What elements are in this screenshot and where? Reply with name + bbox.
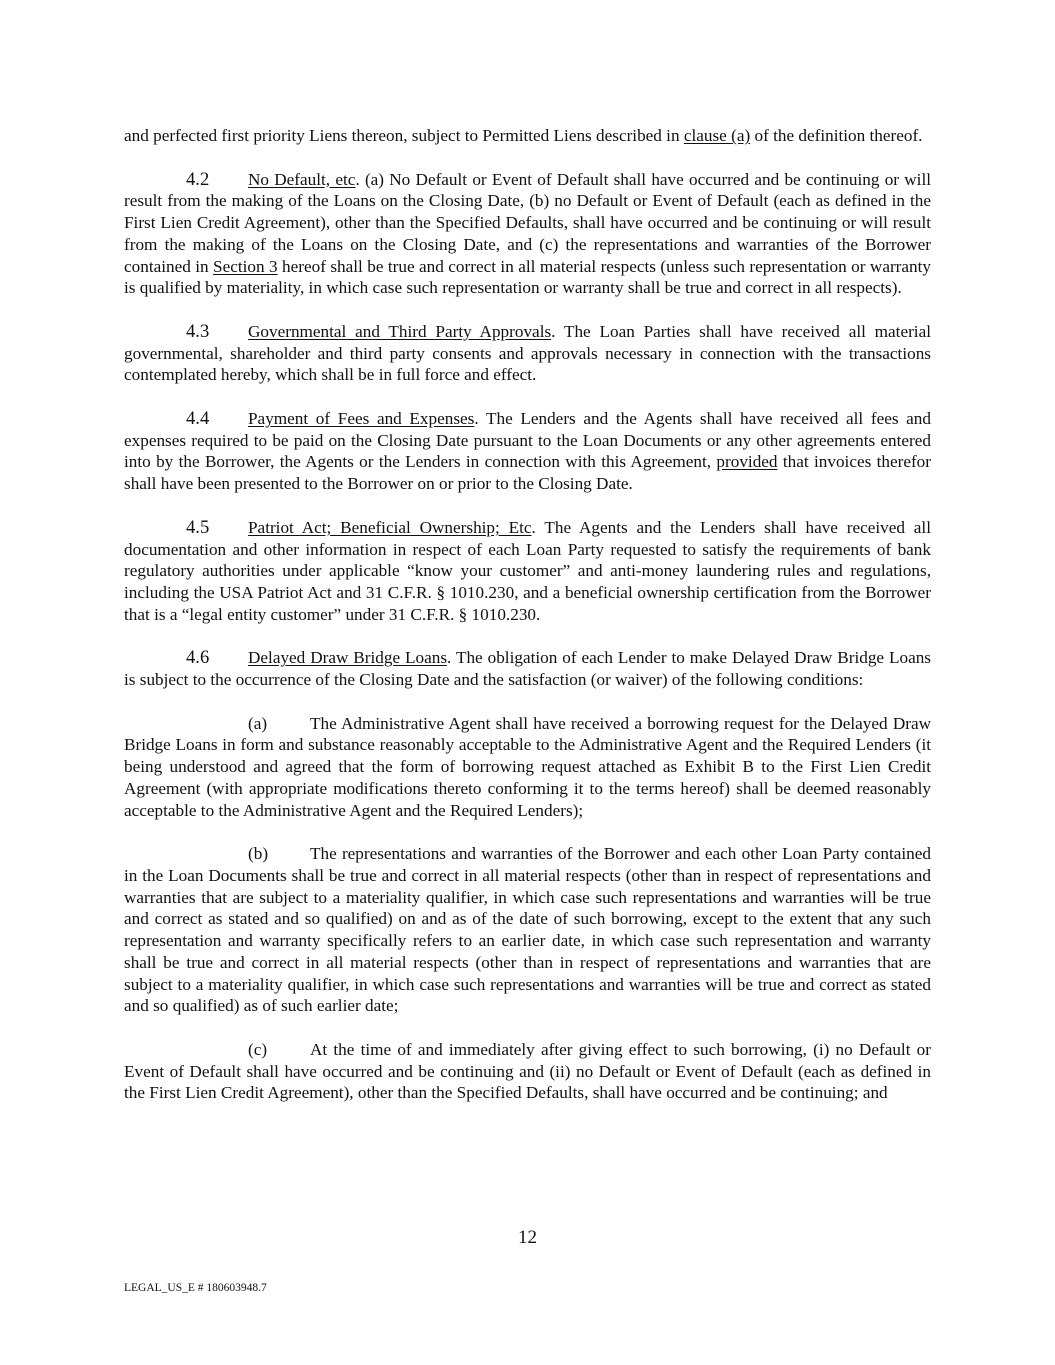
section-heading: Governmental and Third Party Approvals — [248, 321, 552, 341]
subsection-label: (b) — [248, 844, 269, 864]
section-text: . (a) No Default or Event of Default shall have occurred and be continuing or will result from the making of the Loans on the Closing Date, (b) no Default or Event of Default (each as defined in the First Lien Credit Agreement), other than the Specified Defaults, shall have occurred and be continuing or will result from the making of the Loans on the Closing Date, and (c) the representations and warranties of the Borrower contained in — [124, 169, 932, 276]
section-text-end: that invoices therefor shall have been presented to the Borrower on or prior to the Closing Date. — [124, 452, 931, 494]
section-4-2 — [124, 169, 931, 299]
section-4-6 — [124, 647, 931, 690]
subsection-text: At the time of and immediately after giving effect to such borrowing, (i) no Default or Event of Default shall have occurred and be continuing and (ii) no Default or Event of Default (each as defined in the First Lien Credit Agreement), other than the Specified Defaults, shall have occurred and be continuing; and — [124, 1039, 931, 1103]
intro-text-end: of the definition thereof. — [750, 126, 923, 145]
section-number: 4.4 — [186, 408, 210, 430]
section-text: . The Agents and the Lenders shall have received all documentation and other information in respect of each Loan Party requested to satisfy the requirements of bank regulatory authorities under applicable “know your customer” and anti-money laundering rules and regulations, including the USA Patriot Act and 31 C.F.R. § 1010.230, and a beneficial ownership certification from the Borrower that is a “legal entity customer” under 31 C.F.R. § 1010.230. — [124, 517, 931, 624]
section-3-reference: Section 3 — [213, 256, 278, 276]
subsection-text: The Administrative Agent shall have received a borrowing request for the Delayed Draw Bridge Loans in form and substance reasonably acceptable to the Administrative Agent and the Required Lenders (it being understood and agreed that the form of borrowing request attached as Exhibit B to the First Lien Credit Agreement (with appropriate modifications thereto conforming it to the terms hereof) shall be deemed reasonably acceptable to the Administrative Agent and the Required Lenders); — [124, 713, 931, 820]
intro-paragraph — [124, 125, 931, 147]
document-body — [124, 125, 931, 1104]
section-4-5 — [124, 517, 931, 626]
section-text: . The obligation of each Lender to make Delayed Draw Bridge Loans is subject to the occurrence of the Closing Date and the satisfaction (or waiver) of the following conditions: — [124, 648, 931, 690]
section-text: . The Lenders and the Agents shall have received all fees and expenses required to be paid on the Closing Date pursuant to the Loan Documents or any other agreements entered into by the Borrower, the Agents or the Lenders in connection with this Agreement, — [124, 409, 931, 472]
subsection-text: The representations and warranties of the Borrower and each other Loan Party contained in the Loan Documents shall be true and correct in all material respects (other than in respect of representations and warranties that are subject to a materiality qualifier, in which case such representations and warranties will be true and correct as stated and so qualified) on and as of the date of such borrowing, except to the extent that any such representation and warranty specifically refers to an earlier date, in which case such representation and warranty shall be true and correct in all material respects (other than in respect of representations and warranties that are subject to a materiality qualifier, in which case such representations and warranties will be true and correct as stated and so qualified) as of such earlier date; — [124, 844, 931, 1016]
section-text-end: hereof shall be true and correct in all material respects (unless such representation or warranty is qualified by materiality, in which case such representation or warranty shall be true and correct in all respects). — [124, 256, 931, 298]
section-number: 4.3 — [186, 320, 210, 342]
page-number: 12 — [518, 1227, 537, 1248]
document-footer-id: LEGAL_US_E # 180603948.7 — [124, 1282, 267, 1294]
section-number: 4.2 — [186, 168, 210, 190]
section-text: . The Loan Parties shall have received all material governmental, shareholder and third party consents and approvals necessary in connection with the transactions contemplated hereby, which shall be in full force and effect. — [124, 321, 931, 385]
subsection-b — [124, 843, 931, 1017]
section-number: 4.6 — [186, 647, 210, 669]
subsection-label: (c) — [248, 1039, 268, 1059]
provided-term: provided — [716, 452, 778, 472]
section-heading: Payment of Fees and Expenses — [248, 409, 475, 429]
subsection-label: (a) — [248, 713, 268, 733]
section-4-4 — [124, 408, 931, 495]
section-heading: Patriot Act; Beneficial Ownership; Etc — [248, 517, 532, 537]
section-heading: No Default, etc — [248, 169, 356, 189]
section-4-3 — [124, 321, 931, 386]
intro-text: and perfected first priority Liens thereon, subject to Permitted Liens described in — [124, 126, 684, 145]
clause-a-reference: clause (a) — [683, 126, 751, 145]
subsection-a — [124, 713, 931, 822]
section-number: 4.5 — [186, 516, 210, 538]
subsection-c — [124, 1039, 931, 1104]
section-heading: Delayed Draw Bridge Loans — [248, 648, 448, 668]
